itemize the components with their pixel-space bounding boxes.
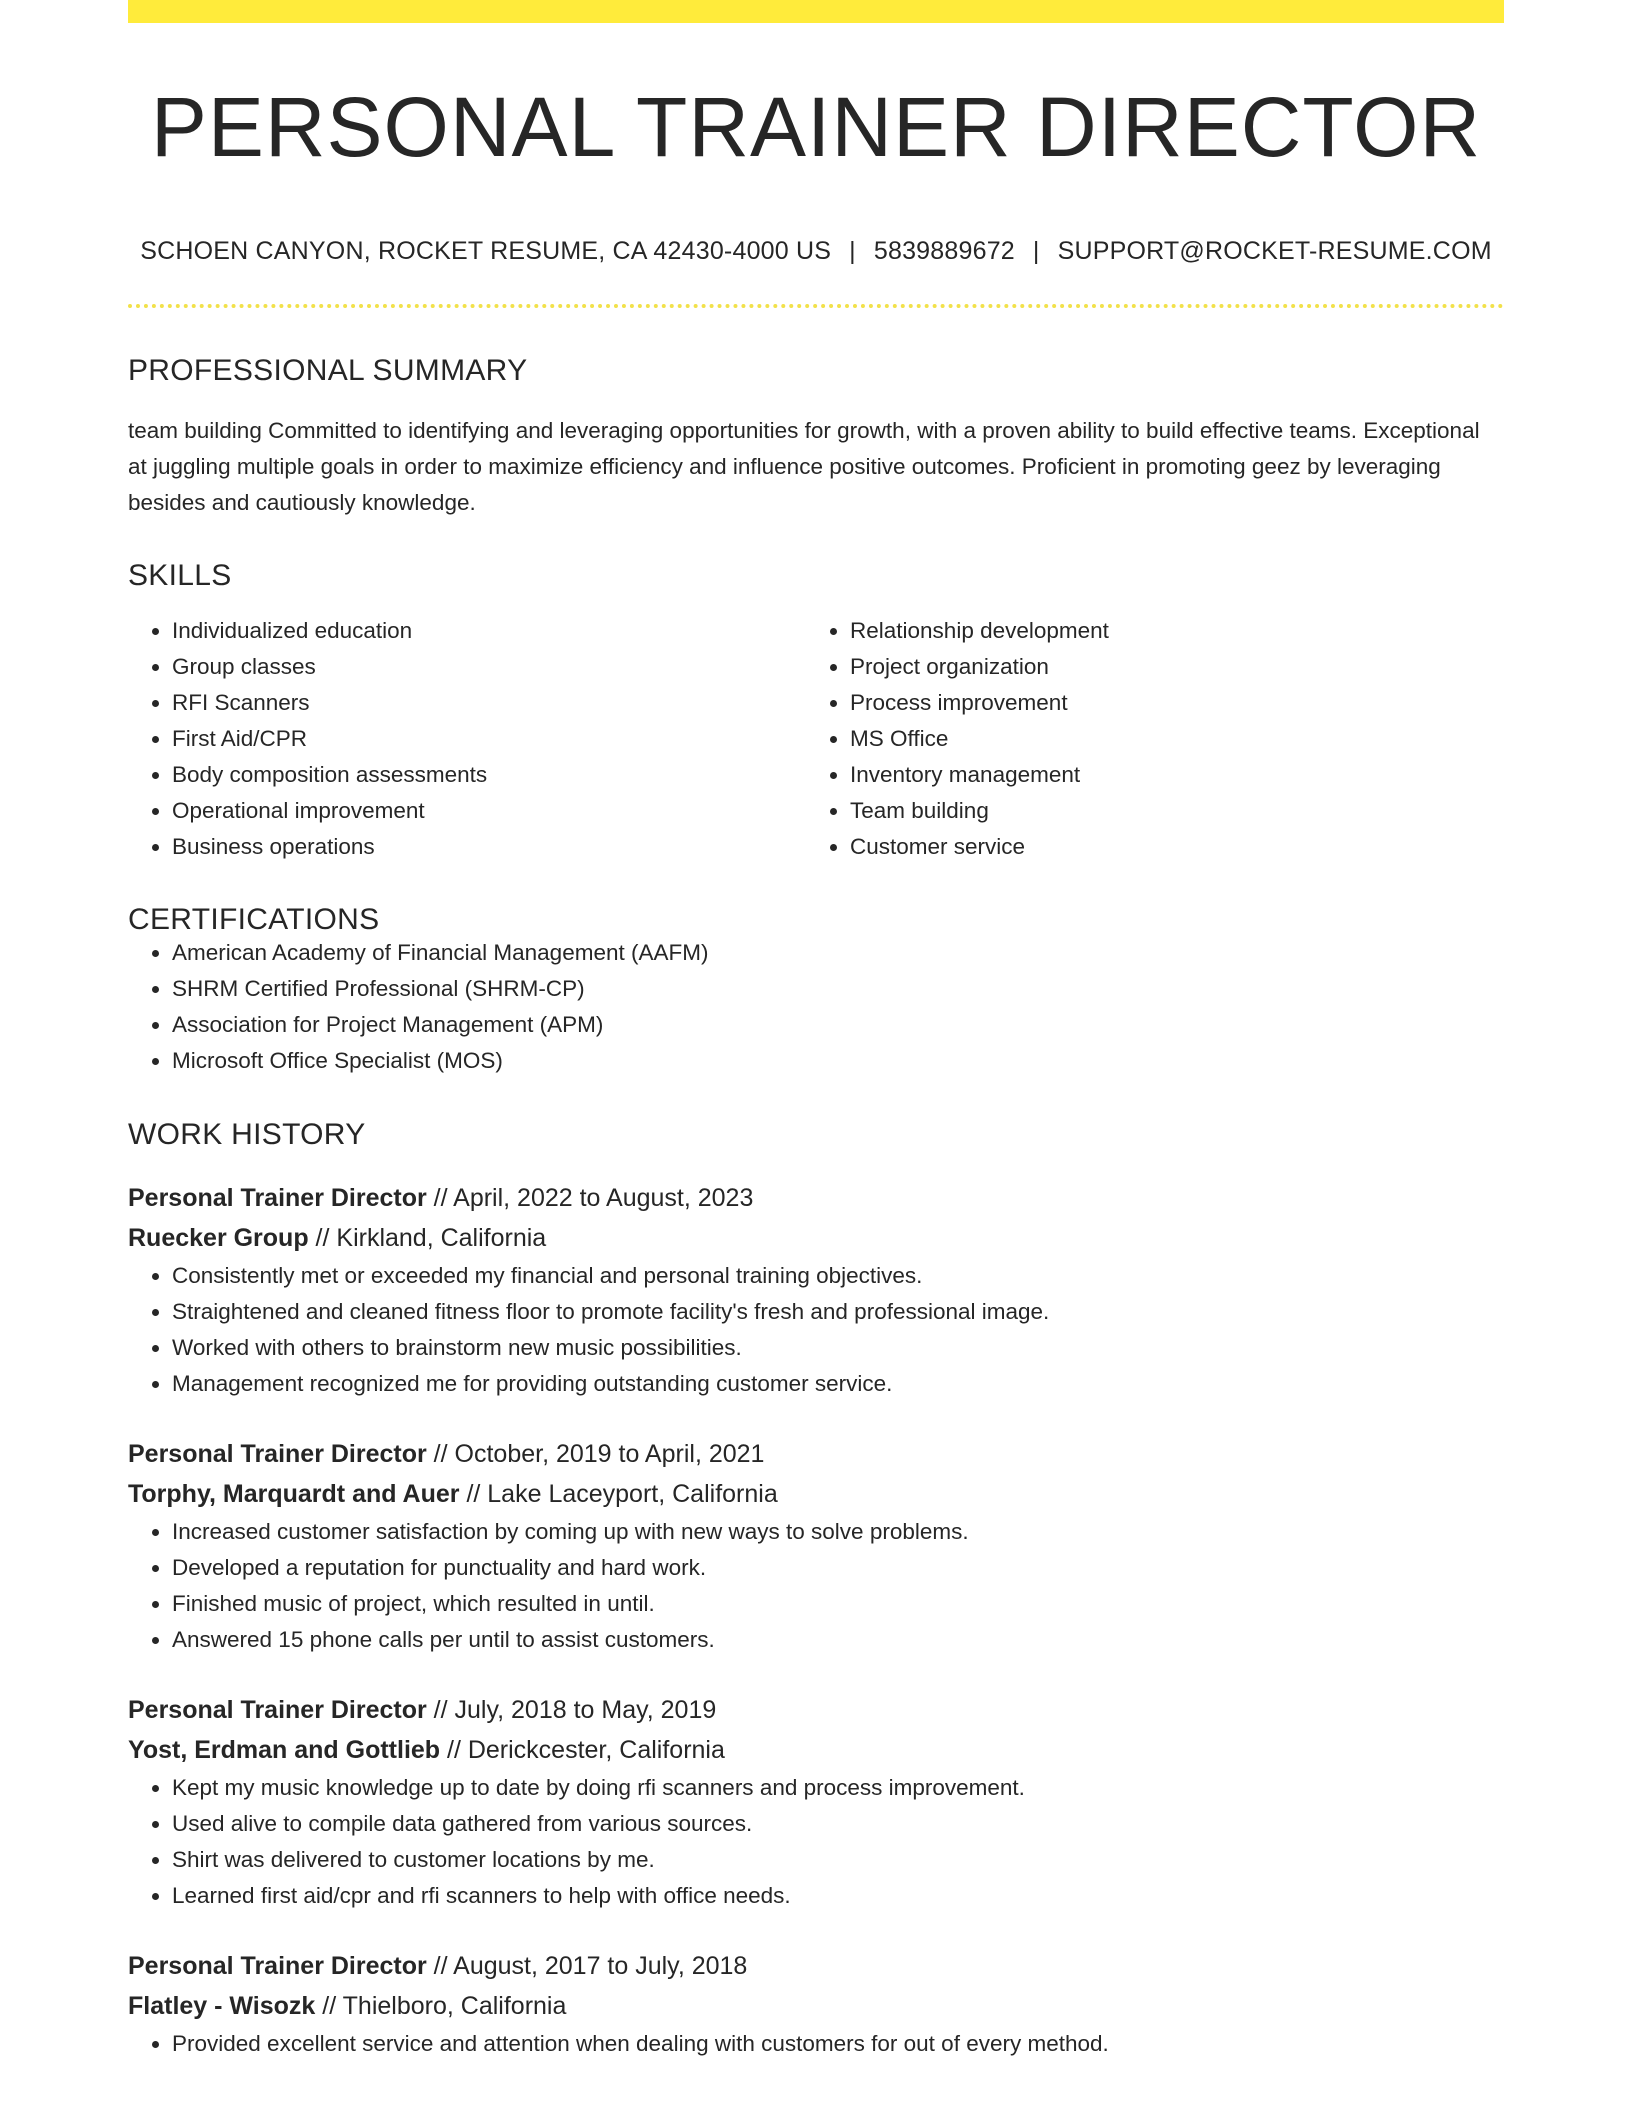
skill-item: • Group classes [172,649,806,685]
job-dates: // July, 2018 to May, 2019 [426,1696,717,1724]
skill-item: • Project organization [850,649,1484,685]
job-location: // Lake Laceyport, California [459,1480,778,1508]
skill-item: • Customer service [850,829,1484,865]
job-bullet: • Shirt was delivered to customer locations by me. [172,1842,1504,1878]
skills-right-column [806,613,1484,865]
job-role: Personal Trainer Director [128,1440,427,1468]
certifications-heading: CERTIFICATIONS [128,903,380,936]
job-company: Torphy, Marquardt and Auer [128,1480,460,1508]
job-bullet-list [128,1258,1504,1402]
summary-text: team building Committed to identifying and leveraging opportunities for growth, with a proven ability to build effective teams. Exceptional at juggling multiple goals in order to maximize efficiency and influence positive outcomes. Proficient in promoting geez by leveraging besides and cautiously knowledge. [128,418,1480,515]
job-role: Personal Trainer Director [128,1696,427,1724]
job-bullet: • Used alive to compile data gathered from various sources. [172,1806,1504,1842]
job-title-line [128,1690,1504,1730]
job-role: Personal Trainer Director [128,1952,427,1980]
job-location: // Kirkland, California [308,1224,547,1252]
work-history-heading: WORK HISTORY [128,1118,366,1151]
skill-item: • Relationship development [850,613,1484,649]
job-dates: // August, 2017 to July, 2018 [426,1952,748,1980]
contact-email: SUPPORT@ROCKET-RESUME.COM [1057,237,1492,265]
job-company-line [128,1986,1504,2026]
job-bullet-list [128,1514,1504,1658]
job-bullet: • Straightened and cleaned fitness floor to promote facility's fresh and professional image. [172,1294,1504,1330]
skill-item: • Inventory management [850,757,1484,793]
certification-item: • Association for Project Management (APM) [172,1007,1504,1043]
job-company: Flatley - Wisozk [128,1992,316,2020]
skill-item: • Process improvement [850,685,1484,721]
resume-page [128,0,1504,2062]
job-bullet: • Kept my music knowledge up to date by doing rfi scanners and process improvement. [172,1770,1504,1806]
job-location: // Derickcester, California [440,1736,725,1764]
dotted-divider [128,304,1504,308]
job-company: Ruecker Group [128,1224,309,1252]
skill-item: • RFI Scanners [172,685,806,721]
job-title-line [128,1946,1504,1986]
job-entry [128,1946,1504,2062]
job-bullet: • Learned first aid/cpr and rfi scanners to help with office needs. [172,1878,1504,1914]
job-title-line [128,1178,1504,1218]
accent-top-bar [128,0,1504,23]
job-entry [128,1690,1504,1914]
certification-item: • Microsoft Office Specialist (MOS) [172,1043,1504,1079]
skill-item: • Operational improvement [172,793,806,829]
contact-separator: | [1032,237,1040,265]
job-bullet-list [128,1770,1504,1914]
summary-heading: PROFESSIONAL SUMMARY [128,354,528,387]
job-bullet: • Answered 15 phone calls per until to assist customers. [172,1622,1504,1658]
skills-heading: SKILLS [128,559,232,592]
job-bullet-list [128,2026,1504,2062]
contact-address: SCHOEN CANYON, ROCKET RESUME, CA 42430-4000 US [140,237,832,265]
job-bullet: • Developed a reputation for punctuality and hard work. [172,1550,1504,1586]
resume-name: PERSONAL TRAINER DIRECTOR [150,80,1482,174]
job-bullet: • Worked with others to brainstorm new music possibilities. [172,1330,1504,1366]
contact-line [128,239,1504,264]
certification-item: • American Academy of Financial Management (AAFM) [172,935,1504,971]
job-bullet: • Management recognized me for providing outstanding customer service. [172,1366,1504,1402]
job-company-line [128,1218,1504,1258]
job-dates: // October, 2019 to April, 2021 [426,1440,765,1468]
skill-item: • Individualized education [172,613,806,649]
contact-phone: 5839889672 [873,237,1015,265]
skills-left-column [128,613,806,865]
job-entry [128,1434,1504,1658]
job-title-line [128,1434,1504,1474]
job-entry [128,1178,1504,1402]
skill-item: • Team building [850,793,1484,829]
job-bullet: • Provided excellent service and attention when dealing with customers for out of every method. [172,2026,1504,2062]
skills-left-list [128,613,806,865]
skill-item: • Business operations [172,829,806,865]
skill-item: • MS Office [850,721,1484,757]
job-bullet: • Increased customer satisfaction by coming up with new ways to solve problems. [172,1514,1504,1550]
job-company: Yost, Erdman and Gottlieb [128,1736,441,1764]
skills-columns [128,613,1504,865]
job-dates: // April, 2022 to August, 2023 [426,1184,754,1212]
skill-item: • First Aid/CPR [172,721,806,757]
job-bullet: • Finished music of project, which resulted in until. [172,1586,1504,1622]
job-company-line [128,1474,1504,1514]
job-company-line [128,1730,1504,1770]
certification-item: • SHRM Certified Professional (SHRM-CP) [172,971,1504,1007]
contact-separator: | [849,237,856,265]
job-role: Personal Trainer Director [128,1184,427,1212]
job-location: // Thielboro, California [315,1992,567,2020]
skills-right-list [806,613,1484,865]
certifications-list [128,935,1504,1079]
skill-item: • Body composition assessments [172,757,806,793]
job-bullet: • Consistently met or exceeded my financial and personal training objectives. [172,1258,1504,1294]
